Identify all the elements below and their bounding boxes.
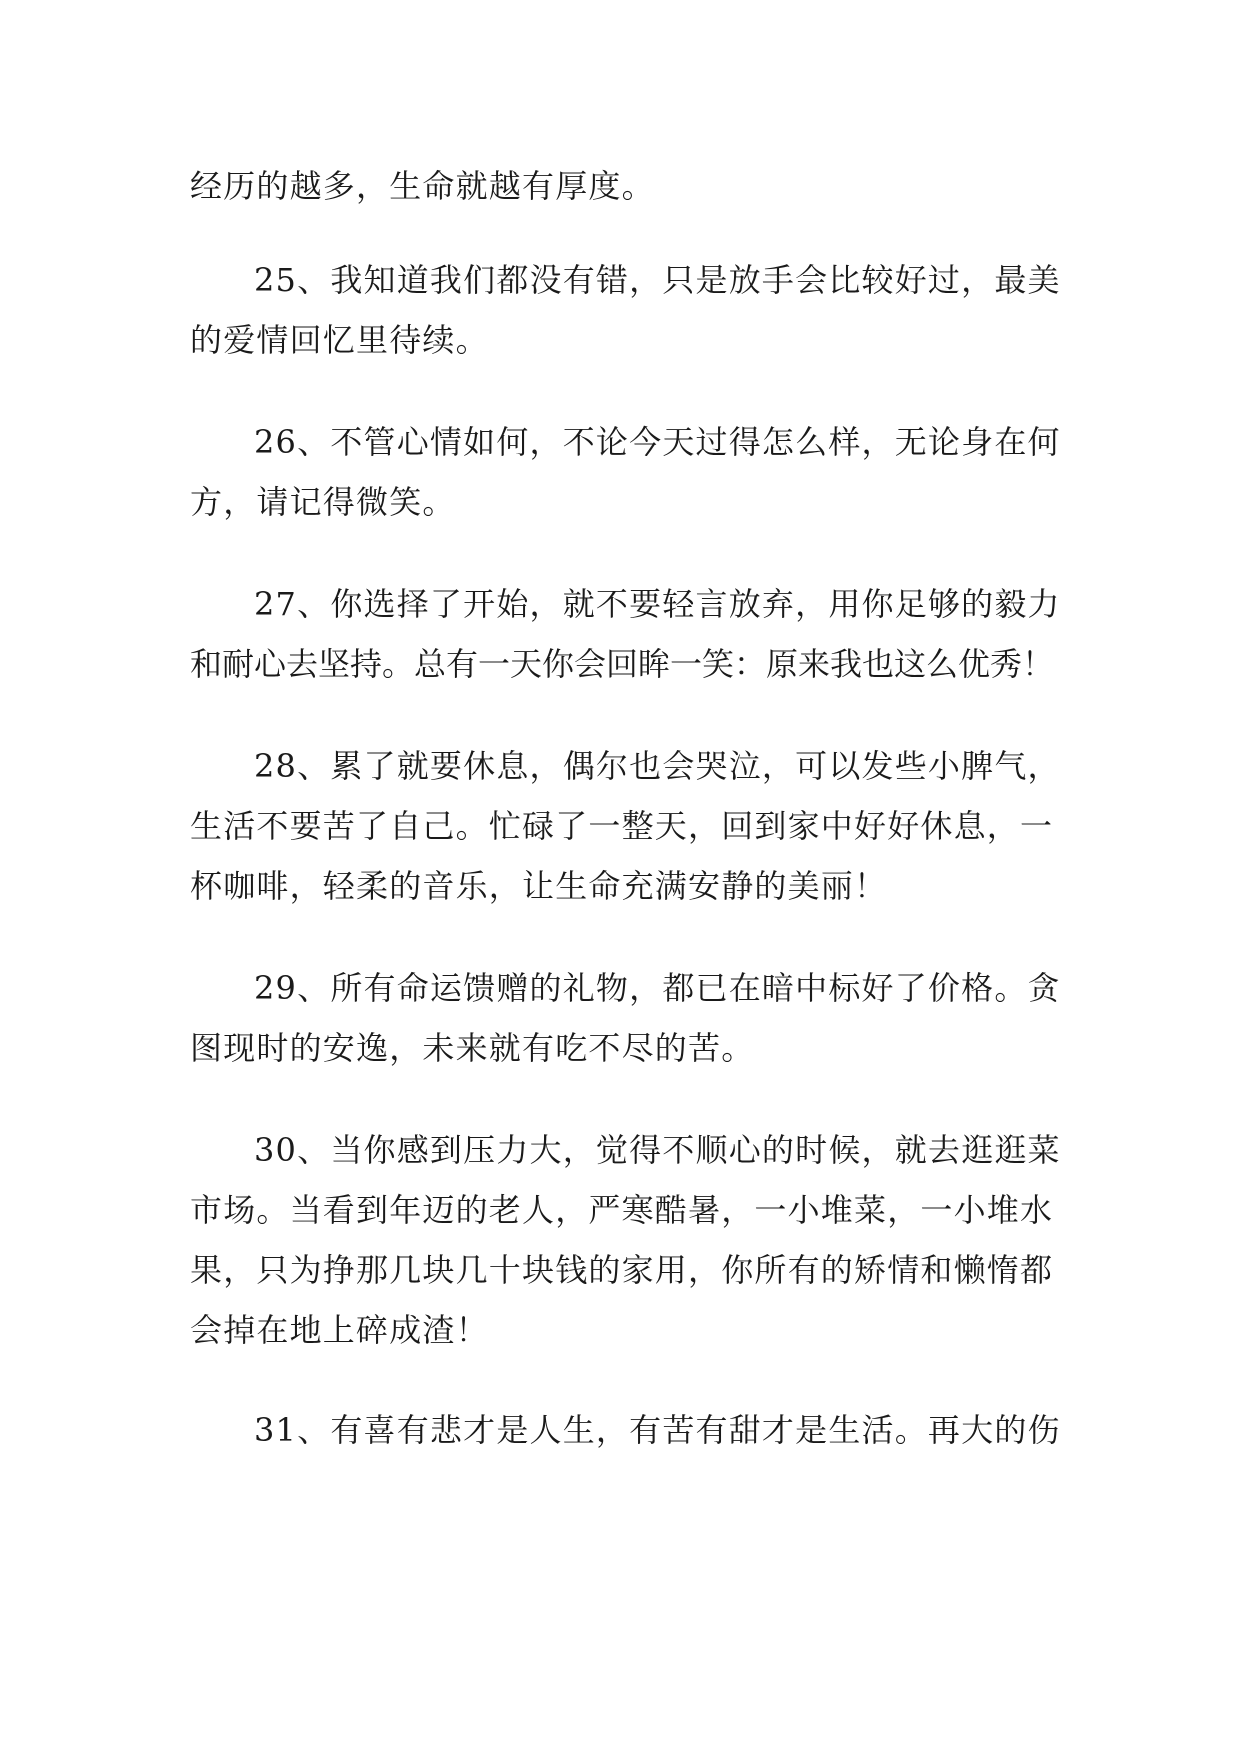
text-line: 经历的越多，生命就越有厚度。: [190, 167, 655, 205]
text-line: 和耐心去坚持。总有一天你会回眸一笑：原来我也这么优秀！: [190, 645, 1055, 683]
text-line: 25、我知道我们都没有错，只是放手会比较好过，最美: [254, 261, 1061, 299]
text-line: 杯咖啡，轻柔的音乐，让生命充满安静的美丽！: [190, 867, 888, 905]
text-line: 31、有喜有悲才是人生，有苦有甜才是生活。再大的伤: [254, 1411, 1061, 1449]
text-line: 生活不要苦了自己。忙碌了一整天，回到家中好好休息，一: [190, 807, 1054, 845]
text-line: 会掉在地上碎成渣！: [190, 1311, 489, 1349]
paragraph-29: [190, 958, 1070, 1078]
paragraph-30: [190, 1120, 1070, 1360]
text-line: 30、当你感到压力大，觉得不顺心的时候，就去逛逛菜: [254, 1131, 1061, 1169]
paragraph-27: [190, 574, 1070, 694]
paragraph-continuation: [190, 156, 1070, 216]
text-line: 27、你选择了开始，就不要轻言放弃，用你足够的毅力: [254, 585, 1061, 623]
text-line: 市场。当看到年迈的老人，严寒酷暑，一小堆菜，一小堆水: [190, 1191, 1054, 1229]
paragraph-26: [190, 412, 1070, 532]
text-line: 果，只为挣那几块几十块钱的家用，你所有的矫情和懒惰都: [190, 1251, 1054, 1289]
text-line: 28、累了就要休息，偶尔也会哭泣，可以发些小脾气，: [254, 747, 1061, 785]
paragraph-28: [190, 736, 1070, 916]
paragraph-25: [190, 250, 1070, 370]
paragraph-31: [190, 1400, 1070, 1460]
text-line: 29、所有命运馈赠的礼物，都已在暗中标好了价格。贪: [254, 969, 1061, 1007]
text-line: 26、不管心情如何，不论今天过得怎么样，无论身在何: [254, 423, 1061, 461]
text-line: 方，请记得微笑。: [190, 483, 456, 521]
text-line: 的爱情回忆里待续。: [190, 321, 489, 359]
text-line: 图现时的安逸，未来就有吃不尽的苦。: [190, 1029, 755, 1067]
